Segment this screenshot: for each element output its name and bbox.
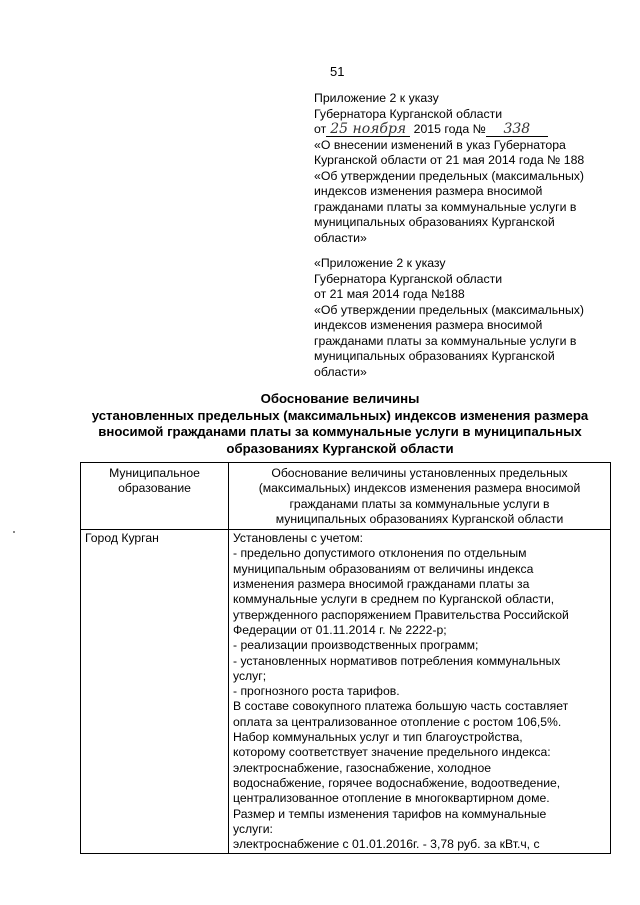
title-line: Обоснование величины xyxy=(260,391,420,406)
annex-reference-line: гражданами платы за коммунальные услуги в xyxy=(314,199,577,214)
justification-line: электроснабжение, газоснабжение, холодное xyxy=(233,760,492,775)
annex-line: Губернатора Курганской области xyxy=(314,271,503,286)
header-municipality xyxy=(81,463,229,530)
annex-line: от 21 мая 2014 года №188 xyxy=(314,287,465,301)
justification-line: электроснабжение с 01.01.2016г. - 3,78 руб. за кВт.ч, с xyxy=(233,837,540,852)
page-number: 51 xyxy=(330,64,345,79)
date-suffix: 2015 года № xyxy=(413,122,486,136)
annex-reference-line: Курганской области от 21 мая 2014 года № 188 xyxy=(314,153,585,167)
annex-header-current xyxy=(314,91,614,246)
handwritten-date: 25 ноября xyxy=(326,123,410,137)
title-line: вносимой гражданами платы за коммунальные услуги в муниципальных xyxy=(98,424,582,439)
annex-date-line xyxy=(314,122,614,138)
annex-reference-line: муниципальных образованиях Курганской xyxy=(314,215,555,229)
table-header-row xyxy=(81,463,611,530)
annex-header-original xyxy=(314,256,614,380)
header-text: гражданами платы за коммунальные услуги в xyxy=(289,496,550,511)
header-text: Обоснование величины установленных предельных xyxy=(271,466,568,480)
annex-line: области» xyxy=(314,364,367,379)
table-row xyxy=(81,530,611,854)
justification-line: Набор коммунальных услуг и тип благоустройства, xyxy=(233,730,523,745)
justification-line: - реализации производственных программ; xyxy=(233,638,479,653)
justification-line: изменения размера вносимой гражданами платы за xyxy=(233,577,530,592)
justification-line: водоснабжение, горячее водоснабжение, водоотведение, xyxy=(233,775,561,790)
justification-line: услуг; xyxy=(233,668,267,683)
annex-line: Приложение 2 к указу xyxy=(314,91,439,105)
justification-line: Размер и темпы изменения тарифов на коммунальные xyxy=(233,806,547,821)
justification-line: Федерации от 01.11.2014 г. № 2222-р; xyxy=(233,622,447,637)
annex-reference-line: «Об утверждении предельных (максимальных) xyxy=(314,168,585,183)
justification-line: муниципальным образованиям от величины индекса xyxy=(233,561,534,576)
annex-line: гражданами платы за коммунальные услуги в xyxy=(314,333,577,348)
date-prefix: от xyxy=(314,122,327,136)
handwritten-number: 338 xyxy=(486,123,548,137)
justification-line: Установлены с учетом: xyxy=(233,531,363,546)
justification-line: которому соответствует значение предельного индекса: xyxy=(233,745,551,760)
annex-line: Губернатора Курганской области xyxy=(314,106,503,121)
annex-reference-line: индексов изменения размера вносимой xyxy=(314,184,543,198)
justification-line: коммунальные услуги в среднем по Курганской области, xyxy=(233,592,555,607)
justification-line: - прогнозного роста тарифов. xyxy=(233,684,400,699)
header-text: образование xyxy=(118,481,191,496)
header-justification xyxy=(229,463,611,530)
page-bottom-edge xyxy=(0,868,640,905)
justification-cell xyxy=(229,530,611,854)
annex-line: «Об утверждении предельных (максимальных) xyxy=(314,302,585,317)
justification-line: В составе совокупного платежа большую часть составляет xyxy=(233,699,569,714)
municipality-cell xyxy=(81,530,229,854)
title-line: образованиях Курганской области xyxy=(226,440,454,456)
document-title xyxy=(60,391,620,457)
scan-speck xyxy=(13,531,15,533)
annex-reference-line: «О внесении изменений в указ Губернатора xyxy=(314,137,566,152)
justification-line: услуги: xyxy=(233,821,273,836)
justification-line: оплата за централизованное отопление с ростом 106,5%. xyxy=(233,714,562,729)
annex-line: индексов изменения размера вносимой xyxy=(314,318,543,332)
header-text: (максимальных) индексов изменения размера вносимой xyxy=(258,481,581,496)
justification-line: - установленных нормативов потребления коммунальных xyxy=(233,653,561,668)
header-text: Муниципальное xyxy=(109,466,200,480)
annex-reference-line: области» xyxy=(314,230,367,245)
justification-line: централизованное отопление в многоквартирном доме. xyxy=(233,791,550,806)
header-text: муниципальных образованиях Курганской области xyxy=(275,511,564,526)
title-line: установленных предельных (максимальных) индексов изменения размера xyxy=(91,407,589,423)
justification-line: - предельно допустимого отклонения по отдельным xyxy=(233,546,527,561)
justification-line: утвержденного распоряжением Правительства Российской xyxy=(233,607,569,622)
justification-table xyxy=(80,462,611,854)
municipality-name: Город Курган xyxy=(85,531,159,546)
annex-line: муниципальных образованиях Курганской xyxy=(314,349,555,363)
annex-line: «Приложение 2 к указу xyxy=(314,256,446,270)
